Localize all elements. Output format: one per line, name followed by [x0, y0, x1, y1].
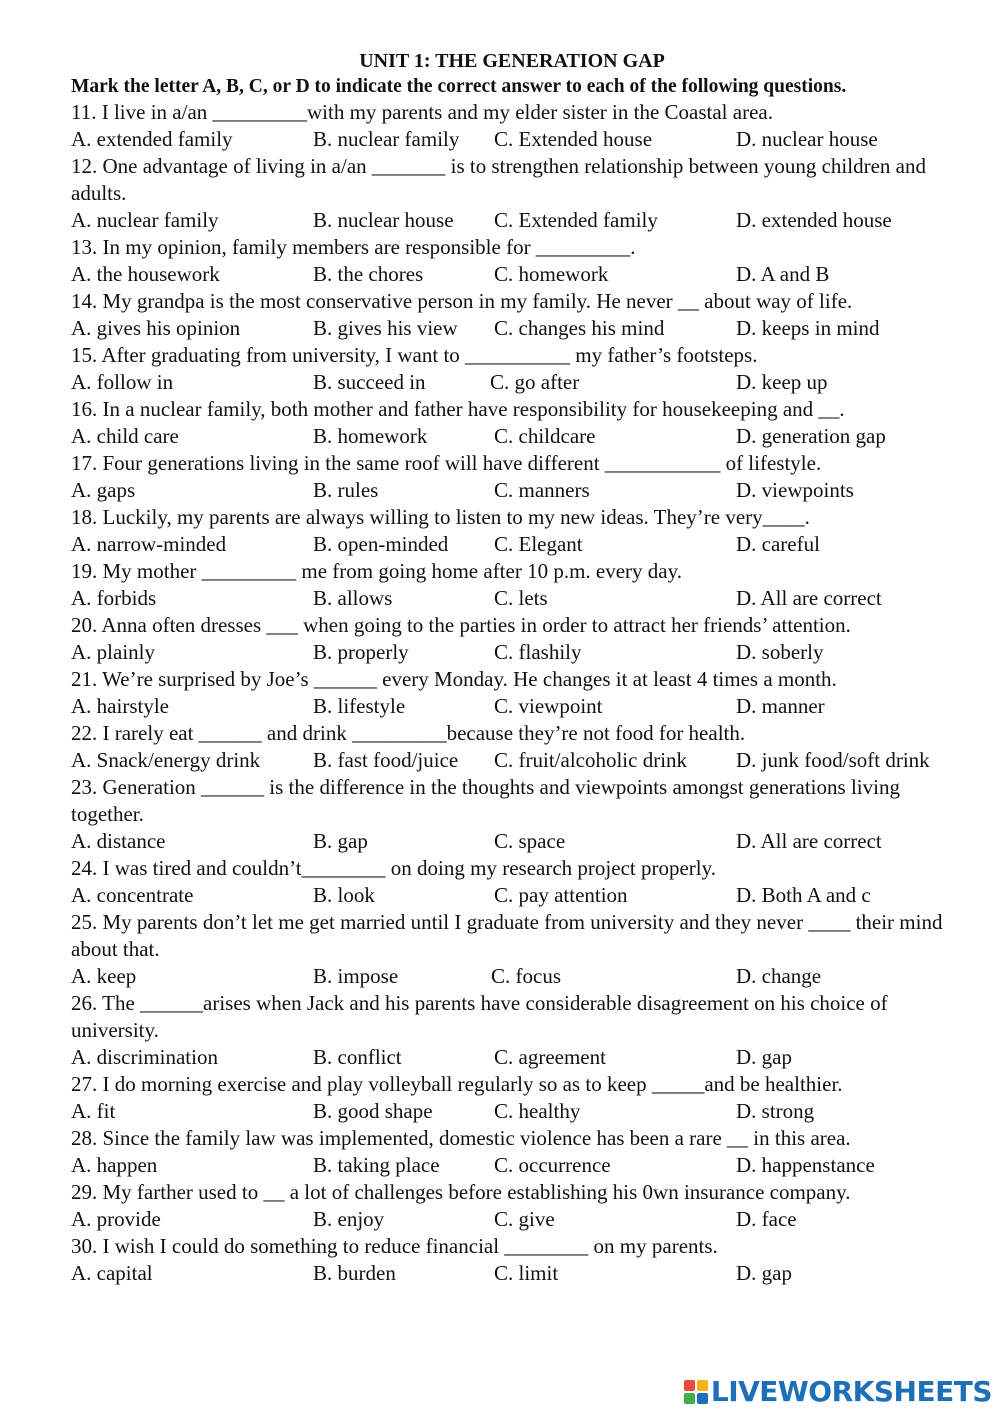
- question-stem: 21. We’re surprised by Joe’s ______ every Monday. He changes it at least 4 times a month.: [71, 667, 837, 691]
- question-stem: 27. I do morning exercise and play volleyball regularly so as to keep _____and be healthier.: [71, 1072, 843, 1096]
- question-16: [71, 396, 961, 450]
- option-a[interactable]: A. happen: [71, 1153, 158, 1177]
- question-stem: 20. Anna often dresses ___ when going to the parties in order to attract her friends’ attention.: [71, 613, 851, 637]
- option-b[interactable]: B. gives his view: [313, 316, 458, 340]
- option-c[interactable]: C. manners: [494, 478, 590, 502]
- option-c[interactable]: C. Extended family: [494, 208, 658, 232]
- option-d[interactable]: D. All are correct: [736, 586, 882, 610]
- option-c[interactable]: C. focus: [491, 964, 561, 988]
- option-c[interactable]: C. limit: [494, 1261, 559, 1285]
- option-b[interactable]: B. homework: [313, 424, 428, 448]
- answer-options: [71, 423, 961, 450]
- question-stem: 13. In my opinion, family members are responsible for _________.: [71, 235, 636, 259]
- answer-options: [71, 531, 961, 558]
- question-stem: 11. I live in a/an _________with my parents and my elder sister in the Coastal area.: [71, 100, 773, 124]
- option-d[interactable]: D. generation gap: [736, 424, 886, 448]
- question-19: [71, 558, 961, 612]
- question-stem: 30. I wish I could do something to reduce financial ________ on my parents.: [71, 1234, 718, 1258]
- option-a[interactable]: A. provide: [71, 1207, 161, 1231]
- question-stem: 29. My farther used to __ a lot of challenges before establishing his 0wn insurance company.: [71, 1180, 851, 1204]
- question-stem: 18. Luckily, my parents are always willing to listen to my new ideas. They’re very____.: [71, 505, 810, 529]
- option-a[interactable]: A. gaps: [71, 478, 136, 502]
- option-b[interactable]: B. enjoy: [313, 1207, 385, 1231]
- question-14: [71, 288, 961, 342]
- question-22: [71, 720, 961, 774]
- answer-options: [71, 1206, 961, 1233]
- option-a[interactable]: A. nuclear family: [71, 208, 219, 232]
- option-c[interactable]: C. changes his mind: [494, 316, 665, 340]
- option-b[interactable]: B. succeed in: [313, 370, 426, 394]
- option-a[interactable]: A. gives his opinion: [71, 316, 241, 340]
- option-a[interactable]: A. hairstyle: [71, 694, 169, 718]
- option-a[interactable]: A. Snack/energy drink: [71, 748, 261, 772]
- question-30: [71, 1233, 961, 1287]
- question-24: [71, 855, 961, 909]
- answer-options: [71, 963, 961, 990]
- question-stem: 28. Since the family law was implemented, domestic violence has been a rare __ in this area.: [71, 1126, 851, 1150]
- answer-options: [71, 882, 961, 909]
- option-b[interactable]: B. fast food/juice: [313, 748, 459, 772]
- question-28: [71, 1125, 961, 1179]
- option-a[interactable]: A. forbids: [71, 586, 157, 610]
- option-d[interactable]: D. Both A and c: [736, 883, 871, 907]
- question-stem: 22. I rarely eat ______ and drink _________because they’re not food for health.: [71, 721, 746, 745]
- option-c[interactable]: C. homework: [494, 262, 609, 286]
- option-d[interactable]: D. happenstance: [736, 1153, 875, 1177]
- option-b[interactable]: B. taking place: [313, 1153, 440, 1177]
- answer-options: [71, 369, 961, 396]
- option-a[interactable]: A. narrow-minded: [71, 532, 227, 556]
- option-c[interactable]: C. lets: [494, 586, 548, 610]
- question-13: [71, 234, 961, 288]
- option-d[interactable]: D. nuclear house: [736, 127, 878, 151]
- option-a[interactable]: A. fit: [71, 1099, 116, 1123]
- option-d[interactable]: D. careful: [736, 532, 820, 556]
- liveworksheets-logo: [683, 1377, 992, 1407]
- option-d[interactable]: D. keep up: [736, 370, 828, 394]
- question-26: [71, 990, 961, 1071]
- option-b[interactable]: B. open-minded: [313, 532, 449, 556]
- answer-options: [71, 1044, 961, 1071]
- option-b[interactable]: B. gap: [313, 829, 368, 853]
- answer-options: [71, 207, 961, 234]
- option-b[interactable]: B. look: [313, 883, 375, 907]
- question-list: [71, 99, 961, 1287]
- option-a[interactable]: A. discrimination: [71, 1045, 218, 1069]
- question-stem: 25. My parents don’t let me get married until I graduate from university and they never ____ their mind about that.: [71, 910, 943, 961]
- question-stem: 19. My mother _________ me from going home after 10 p.m. every day.: [71, 559, 683, 583]
- answer-options: [71, 1098, 961, 1125]
- question-12: [71, 153, 961, 234]
- option-c[interactable]: C. viewpoint: [494, 694, 603, 718]
- question-stem: 24. I was tired and couldn’t________ on doing my research project properly.: [71, 856, 717, 880]
- question-29: [71, 1179, 961, 1233]
- option-c[interactable]: C. fruit/alcoholic drink: [494, 748, 688, 772]
- option-c[interactable]: C. healthy: [494, 1099, 581, 1123]
- question-21: [71, 666, 961, 720]
- question-23: [71, 774, 961, 855]
- option-d[interactable]: D. manner: [736, 694, 825, 718]
- answer-options: [71, 126, 961, 153]
- option-c[interactable]: C. go after: [490, 370, 580, 394]
- answer-options: [71, 639, 961, 666]
- option-d[interactable]: D. A and B: [736, 262, 830, 286]
- question-stem: 16. In a nuclear family, both mother and father have responsibility for housekeeping and __.: [71, 397, 845, 421]
- question-stem: 23. Generation ______ is the difference in the thoughts and viewpoints amongst generations living together.: [71, 775, 900, 826]
- answer-options: [71, 747, 961, 774]
- answer-options: [71, 1260, 961, 1287]
- option-a[interactable]: A. keep: [71, 964, 137, 988]
- option-d[interactable]: D. All are correct: [736, 829, 882, 853]
- option-a[interactable]: A. plainly: [71, 640, 155, 664]
- option-d[interactable]: D. face: [736, 1207, 797, 1231]
- option-a[interactable]: A. concentrate: [71, 883, 194, 907]
- option-c[interactable]: C. pay attention: [494, 883, 628, 907]
- option-d[interactable]: D. gap: [736, 1261, 792, 1285]
- question-25: [71, 909, 961, 990]
- option-d[interactable]: D. strong: [736, 1099, 815, 1123]
- option-c[interactable]: C. agreement: [494, 1045, 606, 1069]
- option-c[interactable]: C. Extended house: [494, 127, 653, 151]
- option-b[interactable]: B. conflict: [313, 1045, 402, 1069]
- question-18: [71, 504, 961, 558]
- option-b[interactable]: B. lifestyle: [313, 694, 406, 718]
- question-27: [71, 1071, 961, 1125]
- option-d[interactable]: D. viewpoints: [736, 478, 854, 502]
- question-stem: 12. One advantage of living in a/an _______ is to strengthen relationship between young children and adults.: [71, 154, 926, 205]
- question-stem: 15. After graduating from university, I want to __________ my father’s footsteps.: [71, 343, 758, 367]
- option-c[interactable]: C. Elegant: [494, 532, 583, 556]
- option-b[interactable]: B. good shape: [313, 1099, 433, 1123]
- option-d[interactable]: D. soberly: [736, 640, 824, 664]
- option-b[interactable]: B. nuclear house: [313, 208, 454, 232]
- question-11: [71, 99, 961, 153]
- option-c[interactable]: C. space: [494, 829, 566, 853]
- option-b[interactable]: B. burden: [313, 1261, 396, 1285]
- question-stem: 14. My grandpa is the most conservative person in my family. He never __ about way of life.: [71, 289, 853, 313]
- question-17: [71, 450, 961, 504]
- option-b[interactable]: B. the chores: [313, 262, 424, 286]
- option-d[interactable]: D. extended house: [736, 208, 892, 232]
- answer-options: [71, 1152, 961, 1179]
- answer-options: [71, 585, 961, 612]
- option-c[interactable]: C. childcare: [494, 424, 596, 448]
- option-d[interactable]: D. change: [736, 964, 822, 988]
- option-a[interactable]: A. follow in: [71, 370, 174, 394]
- option-a[interactable]: A. distance: [71, 829, 166, 853]
- option-d[interactable]: D. junk food/soft drink: [736, 748, 930, 772]
- option-b[interactable]: B. allows: [313, 586, 393, 610]
- option-b[interactable]: B. nuclear family: [313, 127, 460, 151]
- option-a[interactable]: A. child care: [71, 424, 179, 448]
- instructions: Mark the letter A, B, C, or D to indicate the correct answer to each of the following questions.: [71, 76, 847, 97]
- question-stem: 17. Four generations living in the same roof will have different ___________ of lifestyle.: [71, 451, 822, 475]
- liveworksheets-logo-icon: [683, 1379, 709, 1405]
- logo-wordmark: LIVEWORKSHEETS: [710, 1375, 992, 1408]
- option-b[interactable]: B. rules: [313, 478, 379, 502]
- answer-options: [71, 828, 961, 855]
- option-c[interactable]: C. flashily: [494, 640, 582, 664]
- answer-options: [71, 315, 961, 342]
- option-a[interactable]: A. extended family: [71, 127, 233, 151]
- option-d[interactable]: D. gap: [736, 1045, 792, 1069]
- question-20: [71, 612, 961, 666]
- question-stem: 26. The ______arises when Jack and his parents have considerable disagreement on his choice of university.: [71, 991, 888, 1042]
- option-a[interactable]: A. capital: [71, 1261, 153, 1285]
- answer-options: [71, 261, 961, 288]
- option-b[interactable]: B. impose: [313, 964, 399, 988]
- option-a[interactable]: A. the housework: [71, 262, 220, 286]
- answer-options: [71, 693, 961, 720]
- option-c[interactable]: C. occurrence: [494, 1153, 611, 1177]
- page-title: UNIT 1: THE GENERATION GAP: [359, 50, 665, 72]
- option-b[interactable]: B. properly: [313, 640, 409, 664]
- question-15: [71, 342, 961, 396]
- option-c[interactable]: C. give: [494, 1207, 555, 1231]
- answer-options: [71, 477, 961, 504]
- option-d[interactable]: D. keeps in mind: [736, 316, 880, 340]
